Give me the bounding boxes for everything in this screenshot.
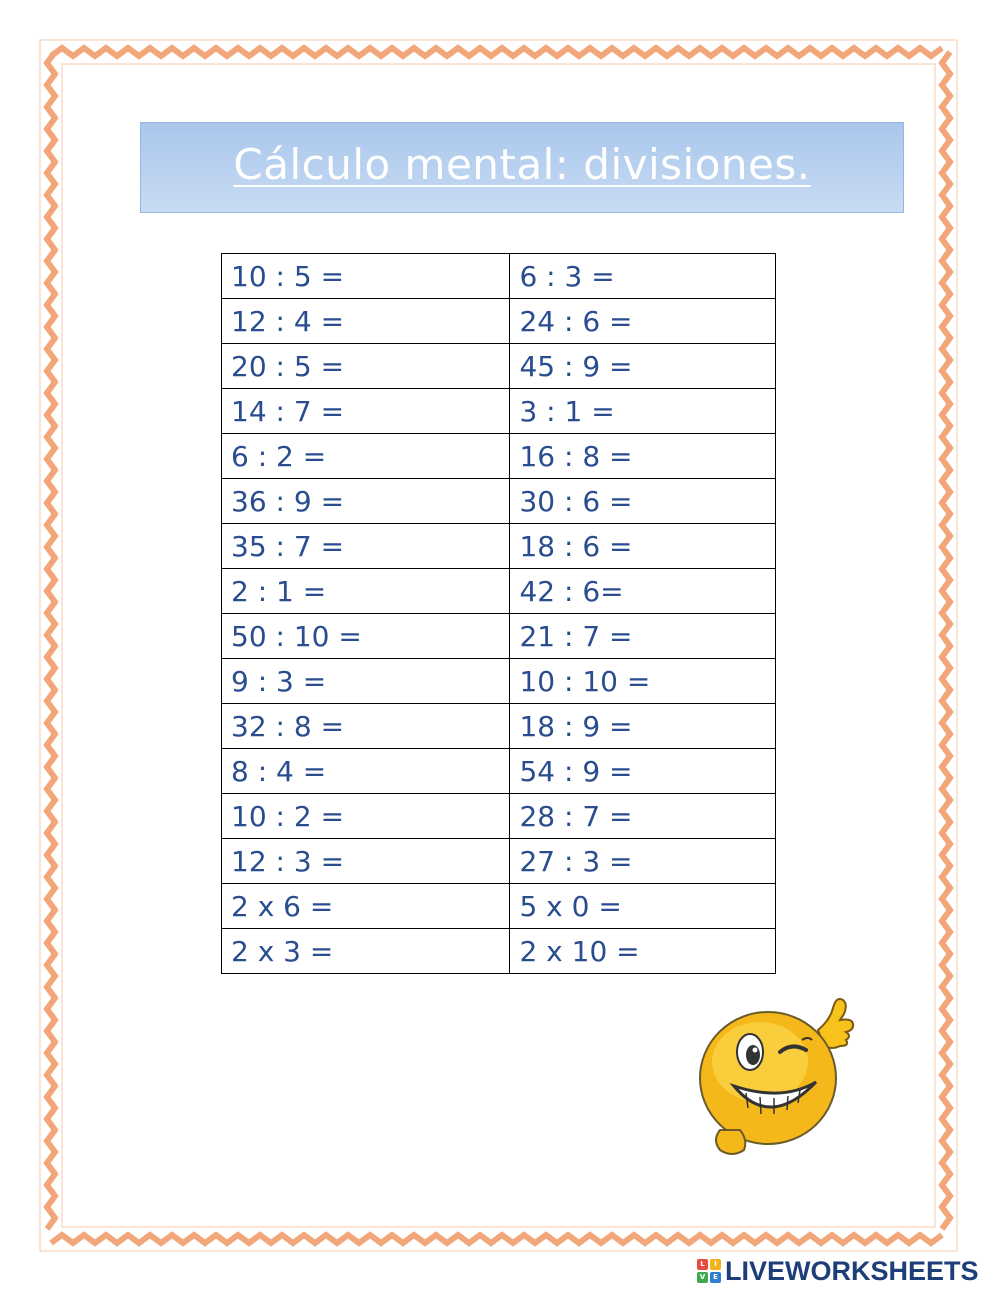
- exercise-cell: 18 : 9 =: [510, 704, 776, 749]
- exercise-cell: 2 x 3 =: [222, 929, 510, 974]
- page-title: Cálculo mental: divisiones.: [233, 140, 811, 189]
- table-row: [222, 299, 776, 344]
- exercise-cell: 50 : 10 =: [222, 614, 510, 659]
- exercise-cell: 30 : 6 =: [510, 479, 776, 524]
- exercise-cell: 16 : 8 =: [510, 434, 776, 479]
- exercise-cell: 24 : 6 =: [510, 299, 776, 344]
- exercise-cell: 28 : 7 =: [510, 794, 776, 839]
- table-row: [222, 524, 776, 569]
- exercise-cell: 21 : 7 =: [510, 614, 776, 659]
- table-row: [222, 839, 776, 884]
- table-row: [222, 434, 776, 479]
- exercise-cell: 12 : 3 =: [222, 839, 510, 884]
- exercise-cell: 10 : 5 =: [222, 254, 510, 299]
- exercise-cell: 2 x 6 =: [222, 884, 510, 929]
- title-banner: [140, 122, 904, 213]
- exercise-cell: 18 : 6 =: [510, 524, 776, 569]
- winking-thumbs-up-smiley-icon: [690, 990, 865, 1160]
- exercise-cell: 45 : 9 =: [510, 344, 776, 389]
- table-row: [222, 929, 776, 974]
- exercise-cell: 32 : 8 =: [222, 704, 510, 749]
- exercise-cell: 2 x 10 =: [510, 929, 776, 974]
- exercise-cell: 9 : 3 =: [222, 659, 510, 704]
- exercise-cell: 36 : 9 =: [222, 479, 510, 524]
- table-row: [222, 749, 776, 794]
- table-row: [222, 614, 776, 659]
- exercise-cell: 35 : 7 =: [222, 524, 510, 569]
- table-row: [222, 569, 776, 614]
- table-row: [222, 794, 776, 839]
- exercise-cell: 5 x 0 =: [510, 884, 776, 929]
- exercise-cell: 6 : 3 =: [510, 254, 776, 299]
- exercise-cell: 20 : 5 =: [222, 344, 510, 389]
- table-row: [222, 344, 776, 389]
- table-row: [222, 884, 776, 929]
- liveworksheets-logo: [697, 1254, 979, 1288]
- exercise-cell: 27 : 3 =: [510, 839, 776, 884]
- table-row: [222, 389, 776, 434]
- liveworksheets-logo-icon: L I V E: [697, 1259, 721, 1283]
- exercise-cell: 8 : 4 =: [222, 749, 510, 794]
- table-row: [222, 254, 776, 299]
- brand-name: LIVEWORKSHEETS: [725, 1255, 979, 1286]
- exercise-cell: 14 : 7 =: [222, 389, 510, 434]
- exercise-cell: 6 : 2 =: [222, 434, 510, 479]
- table-row: [222, 659, 776, 704]
- table-row: [222, 479, 776, 524]
- exercise-cell: 42 : 6=: [510, 569, 776, 614]
- exercise-cell: 2 : 1 =: [222, 569, 510, 614]
- exercise-cell: 3 : 1 =: [510, 389, 776, 434]
- exercise-cell: 12 : 4 =: [222, 299, 510, 344]
- exercise-cell: 10 : 10 =: [510, 659, 776, 704]
- table-row: [222, 704, 776, 749]
- exercise-cell: 54 : 9 =: [510, 749, 776, 794]
- exercise-table: [221, 253, 776, 974]
- exercise-cell: 10 : 2 =: [222, 794, 510, 839]
